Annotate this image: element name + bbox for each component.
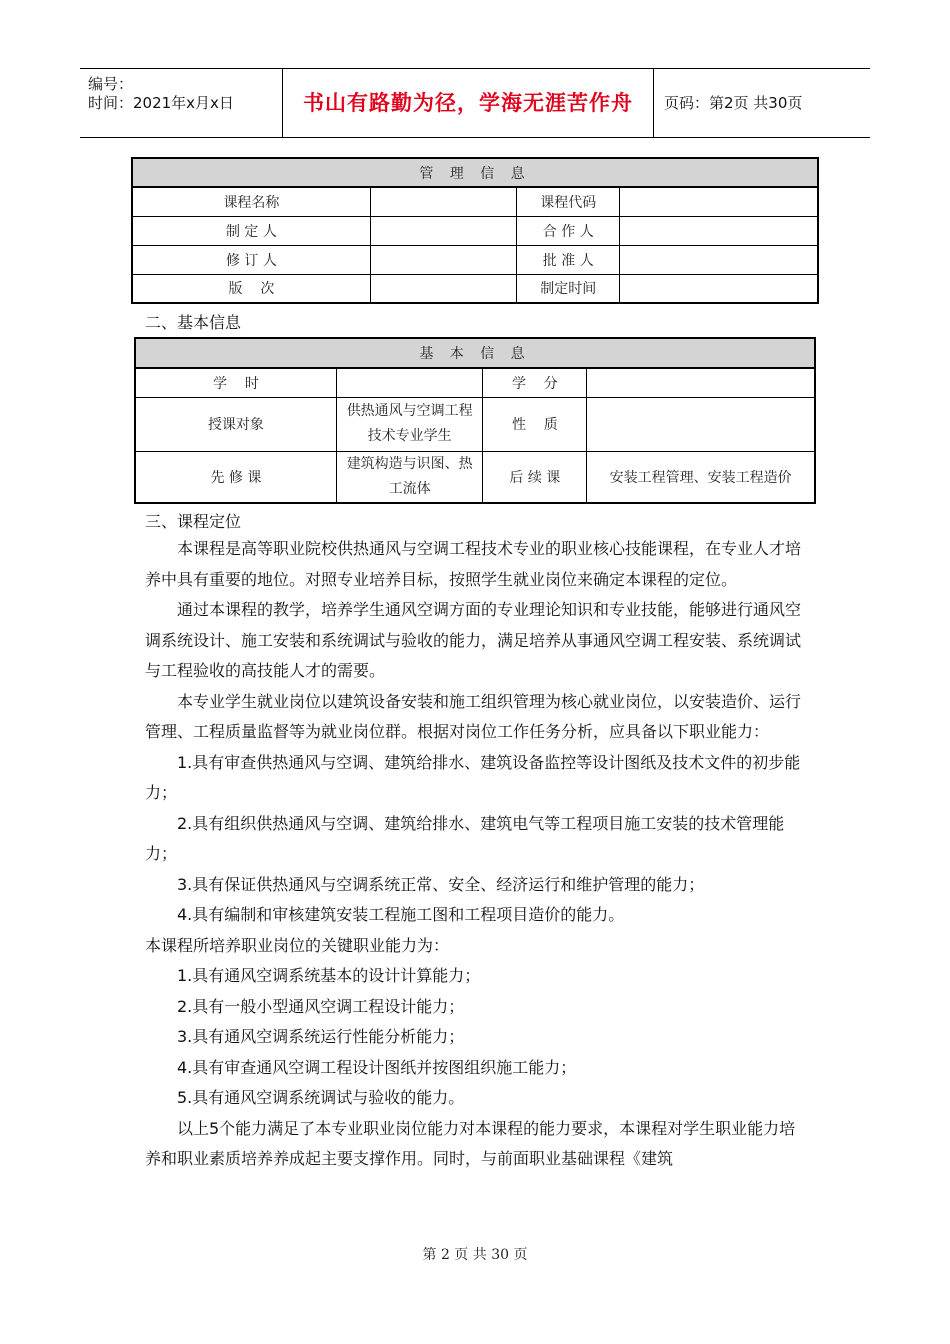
header-motto: 书山有路勤为径，学海无涯苦作舟 [303, 91, 633, 115]
ability-item: 1.具有审查供热通风与空调、建筑给排水、建筑设备监控等设计图纸及技术文件的初步能力； [145, 752, 801, 802]
basic-info-table [134, 337, 816, 504]
cell-value [336, 368, 483, 397]
cell-label: 制定时间 [517, 274, 620, 303]
cell-value [370, 216, 517, 245]
body-text [145, 534, 810, 1175]
cell-label: 课程名称 [132, 187, 370, 216]
number-label: 编号： [88, 75, 134, 93]
cell-value [620, 187, 818, 216]
header-page-label: 页码：第2页 共30页 [664, 94, 803, 112]
page-footer: 第 2 页 共 30 页 [422, 1247, 528, 1263]
cell-label: 学 分 [483, 368, 587, 397]
page-header [80, 68, 870, 138]
cell-label: 课程代码 [517, 187, 620, 216]
cell-value: 供热通风与空调工程技术专业学生 [336, 397, 483, 451]
header-divider [653, 69, 654, 137]
cell-value: 建筑构造与识图、热工流体 [336, 451, 483, 503]
key-ability-item: 5.具有通风空调系统调试与验收的能力。 [177, 1088, 465, 1107]
cell-label: 学 时 [135, 368, 336, 397]
cell-label: 后 续 课 [483, 451, 587, 503]
cell-label: 版 次 [132, 274, 370, 303]
paragraph: 本专业学生就业岗位以建筑设备安装和施工组织管理为核心就业岗位，以安装造价、运行管理、工程质量监督等为就业岗位群。根据对岗位工作任务分析，应具备以下职业能力： [145, 691, 802, 741]
section-title-basic-info: 二、基本信息 [145, 313, 242, 332]
ability-item: 2.具有组织供热通风与空调、建筑给排水、建筑电气等工程项目施工安装的技术管理能力； [145, 813, 785, 863]
header-meta [80, 69, 282, 137]
cell-label: 合 作 人 [517, 216, 620, 245]
cell-value [620, 245, 818, 274]
cell-value [620, 274, 818, 303]
cell-value [587, 368, 815, 397]
paragraph: 通过本课程的教学，培养学生通风空调方面的专业理论知识和专业技能，能够进行通风空调系统设计、施工安装和系统调试与验收的能力，满足培养从事通风空调工程安装、系统调试与工程验收的高技能人才的需要。 [145, 600, 802, 680]
section-title-course-positioning: 三、课程定位 [145, 512, 242, 531]
management-info-table [131, 157, 819, 304]
cell-value [587, 397, 815, 451]
cell-value: 安装工程管理、安装工程造价 [587, 451, 815, 503]
ability-item: 3.具有保证供热通风与空调系统正常、安全、经济运行和维护管理的能力； [177, 874, 705, 894]
cell-label: 先 修 课 [135, 451, 336, 503]
cell-label: 批 准 人 [517, 245, 620, 274]
cell-value [370, 245, 517, 274]
key-abilities-intro: 本课程所培养职业岗位的关键职业能力为： [145, 935, 450, 955]
closing-paragraph: 以上5个能力满足了本专业职业岗位能力对本课程的能力要求，本课程对学生职业能力培养和职业素质培养养成起主要支撑作用。同时，与前面职业基础课程《建筑 [145, 1118, 796, 1168]
cell-label: 授课对象 [135, 397, 336, 451]
basic-table-title: 基 本 信 息 [135, 338, 815, 368]
cell-value [370, 274, 517, 303]
key-ability-item: 3.具有通风空调系统运行性能分析能力； [177, 1027, 465, 1046]
paragraph: 本课程是高等职业院校供热通风与空调工程技术专业的职业核心技能课程，在专业人才培养中具有重要的地位。对照专业培养目标，按照学生就业岗位来确定本课程的定位。 [145, 539, 802, 589]
key-ability-item: 2.具有一般小型通风空调工程设计能力； [177, 996, 465, 1016]
management-table-title: 管 理 信 息 [132, 158, 818, 187]
cell-value [370, 187, 517, 216]
key-ability-item: 4.具有审查通风空调工程设计图纸并按图组织施工能力； [177, 1057, 577, 1077]
cell-value [620, 216, 818, 245]
key-ability-item: 1.具有通风空调系统基本的设计计算能力； [177, 966, 481, 985]
cell-label: 性 质 [483, 397, 587, 451]
cell-label: 修 订 人 [132, 245, 370, 274]
cell-label: 制 定 人 [132, 216, 370, 245]
ability-item: 4.具有编制和审核建筑安装工程施工图和工程项目造价的能力。 [177, 905, 625, 924]
time-label: 时间：2021年x月x日 [88, 94, 234, 112]
